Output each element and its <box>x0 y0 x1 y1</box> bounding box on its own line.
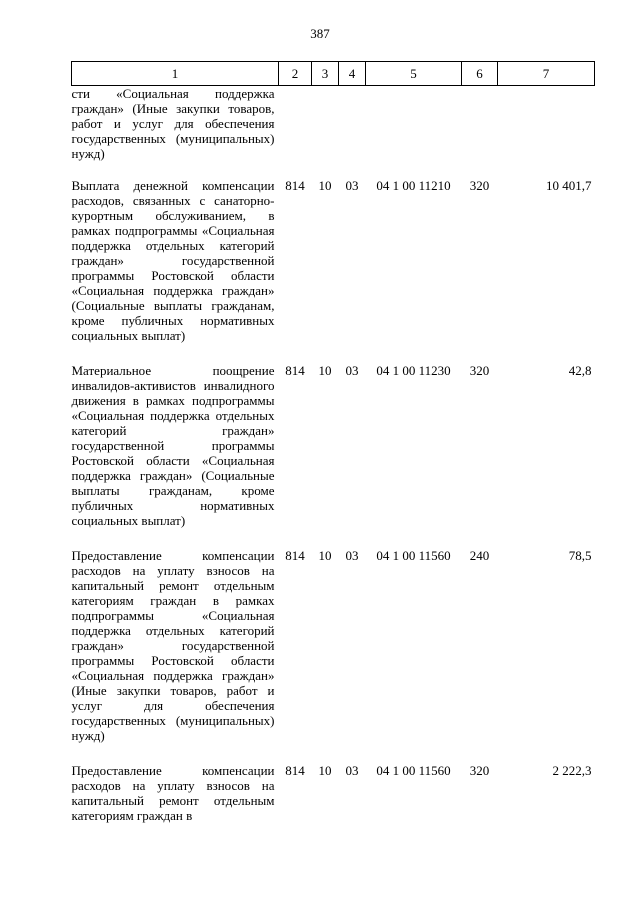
row-target: 04 1 00 11210 <box>376 178 451 193</box>
row-subsection: 03 <box>345 548 359 563</box>
table-row <box>72 363 595 548</box>
row-target <box>366 86 462 179</box>
row-subsection <box>339 86 366 179</box>
header-col-3: 3 <box>312 62 339 86</box>
row-ministry <box>279 86 312 179</box>
table-row <box>72 548 595 763</box>
row-expense-type: 320 <box>469 363 490 378</box>
row-section <box>312 86 339 179</box>
row-target: 04 1 00 11230 <box>376 363 451 378</box>
page-number: 387 <box>310 26 330 41</box>
row-amount: 10 401,7 <box>546 178 592 193</box>
row-description: сти «Социальная поддержка граждан» (Иные закупки товаров, работ и услуг для обеспечения государственных (муниципальных) нужд) <box>71 86 275 161</box>
row-description: Предоставление компенсации расходов на уплату взносов на капитальный ремонт отдельным категориям граждан в <box>71 763 275 823</box>
row-expense-type: 240 <box>469 548 490 563</box>
row-description: Выплата денежной компенсации расходов, связанных с санаторно-курортным обслуживанием, в рамках подпрограммы «Социальная поддержка отдельных категорий граждан» государственной программы Ростовской области «Социальная поддержка граждан» (Социальные выплаты гражданам, кроме публичных нормативных социальных выплат) <box>71 178 275 343</box>
row-amount <box>498 86 595 179</box>
row-ministry: 814 <box>285 548 305 563</box>
table-row <box>72 763 595 823</box>
row-amount: 2 222,3 <box>552 763 592 778</box>
header-col-4: 4 <box>339 62 366 86</box>
budget-table <box>71 61 595 823</box>
row-expense-type <box>462 86 498 179</box>
header-col-6: 6 <box>462 62 498 86</box>
header-col-7: 7 <box>498 62 595 86</box>
table-row <box>72 86 595 179</box>
header-col-1: 1 <box>72 62 279 86</box>
table-row <box>72 178 595 363</box>
row-target: 04 1 00 11560 <box>376 763 451 778</box>
row-amount: 42,8 <box>568 363 592 378</box>
row-subsection: 03 <box>345 363 359 378</box>
row-subsection: 03 <box>345 763 359 778</box>
row-target: 04 1 00 11560 <box>376 548 451 563</box>
row-amount: 78,5 <box>568 548 592 563</box>
row-section: 10 <box>318 548 332 563</box>
row-description: Материальное поощрение инвалидов-активистов инвалидного движения в рамках подпрограммы «Социальная поддержка отдельных категорий граждан» государственной программы Ростовской области «Социальная поддержка граждан» (Социальные выплаты гражданам, кроме публичных нормативных социальных выплат) <box>71 363 275 528</box>
row-expense-type: 320 <box>469 178 490 193</box>
row-expense-type: 320 <box>469 763 490 778</box>
row-section: 10 <box>318 363 332 378</box>
row-section: 10 <box>318 178 332 193</box>
header-row <box>72 62 595 86</box>
header-col-2: 2 <box>279 62 312 86</box>
row-description: Предоставление компенсации расходов на уплату взносов на капитальный ремонт отдельным категориям граждан в рамках подпрограммы «Социальная поддержка отдельных категорий граждан» государственной программы Ростовской области «Социальная поддержка граждан» (Иные закупки товаров, работ и услуг для обеспечения государственных (муниципальных) нужд) <box>71 548 275 743</box>
row-ministry: 814 <box>285 363 305 378</box>
row-ministry: 814 <box>285 763 305 778</box>
row-subsection: 03 <box>345 178 359 193</box>
header-col-5: 5 <box>366 62 462 86</box>
row-ministry: 814 <box>285 178 305 193</box>
row-section: 10 <box>318 763 332 778</box>
